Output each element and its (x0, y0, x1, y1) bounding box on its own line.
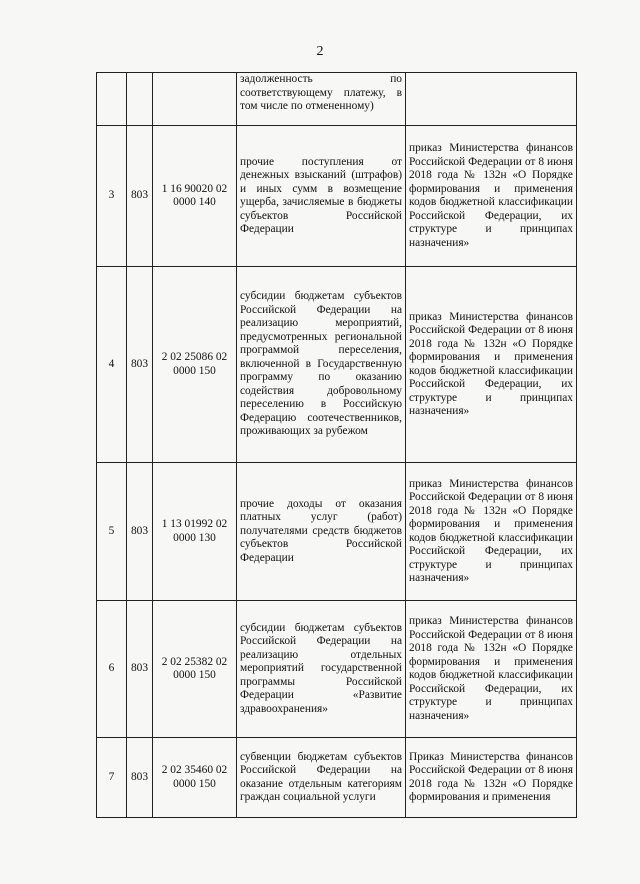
admin-code: 803 (127, 738, 153, 818)
row-number: 4 (97, 267, 127, 463)
legal-basis: приказ Министерства финансов Российской Федерации от 8 июня 2018 года № 132н «О Порядке формирования и применения кодов бюджетной классификации Российской Федерации, их структуре и принципах назначения» (406, 126, 577, 267)
budget-code: 1 16 90020 02 0000 140 (153, 126, 237, 267)
admin-code: 803 (127, 601, 153, 738)
table-row (97, 267, 577, 463)
admin-code (127, 73, 153, 126)
legal-basis: приказ Министерства финансов Российской Федерации от 8 июня 2018 года № 132н «О Порядке формирования и применения кодов бюджетной классификации Российской Федерации, их структуре и принципах назначения» (406, 601, 577, 738)
row-number: 7 (97, 738, 127, 818)
budget-code: 2 02 35460 02 0000 150 (153, 738, 237, 818)
table-row (97, 73, 577, 126)
legal-basis: приказ Министерства финансов Российской Федерации от 8 июня 2018 года № 132н «О Порядке формирования и применения кодов бюджетной классификации Российской Федерации, их структуре и принципах назначения» (406, 463, 577, 601)
table-row (97, 601, 577, 738)
row-number: 3 (97, 126, 127, 267)
budget-code: 1 13 01992 02 0000 130 (153, 463, 237, 601)
revenue-description: прочие поступления от денежных взысканий (штрафов) и иных сумм в возмещение ущерба, зачисляемые в бюджеты субъектов Российской Федерации (237, 126, 406, 267)
revenue-description: субвенции бюджетам субъектов Российской Федерации на оказание отдельным категориям граждан социальной услуги (237, 738, 406, 818)
revenue-codes-table (96, 72, 577, 818)
row-number: 6 (97, 601, 127, 738)
legal-basis: приказ Министерства финансов Российской Федерации от 8 июня 2018 года № 132н «О Порядке формирования и применения кодов бюджетной классификации Российской Федерации, их структуре и принципах назначения» (406, 267, 577, 463)
revenue-description: субсидии бюджетам субъектов Российской Федерации на реализацию отдельных мероприятий государственной программы Российской Федерации «Развитие здравоохранения» (237, 601, 406, 738)
budget-code: 2 02 25382 02 0000 150 (153, 601, 237, 738)
revenue-description: задолженность по соответствующему платежу, в том числе по отмененному) (237, 73, 406, 126)
table-row (97, 738, 577, 818)
row-number (97, 73, 127, 126)
revenue-description: прочие доходы от оказания платных услуг (работ) получателями средств бюджетов субъектов Российской Федерации (237, 463, 406, 601)
page-number: 2 (316, 44, 324, 59)
revenue-description: субсидии бюджетам субъектов Российской Федерации на реализацию мероприятий, предусмотренных региональной программой переселения, включенной в Государственную программу по оказанию содействия добровольному переселению в Российскую Федерацию соотечественников, проживающих за рубежом (237, 267, 406, 463)
admin-code: 803 (127, 126, 153, 267)
legal-basis (406, 73, 577, 126)
budget-code: 2 02 25086 02 0000 150 (153, 267, 237, 463)
admin-code: 803 (127, 267, 153, 463)
table-row (97, 463, 577, 601)
budget-code (153, 73, 237, 126)
row-number: 5 (97, 463, 127, 601)
legal-basis: Приказ Министерства финансов Российской Федерации от 8 июня 2018 года № 132н «О Порядке формирования и применения (406, 738, 577, 818)
table-row (97, 126, 577, 267)
admin-code: 803 (127, 463, 153, 601)
